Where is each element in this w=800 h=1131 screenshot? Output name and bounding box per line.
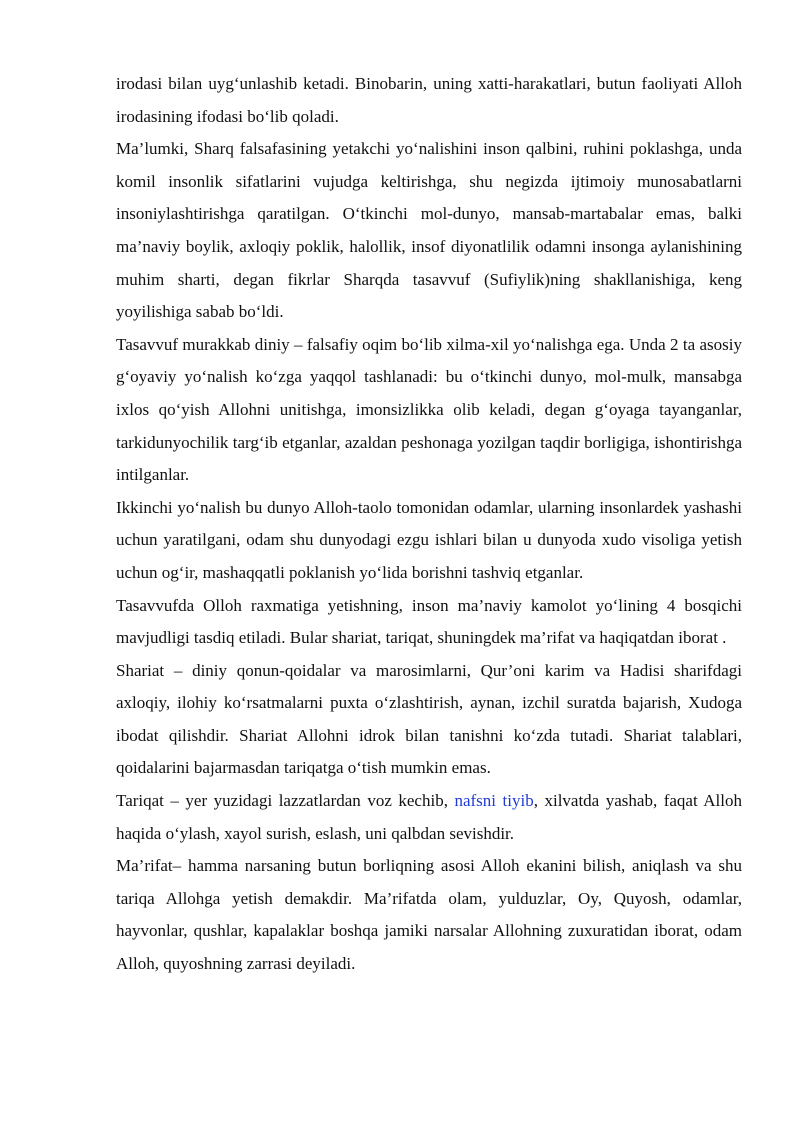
hyperlink[interactable]: nafsni tiyib <box>454 791 534 811</box>
document-page <box>116 68 742 981</box>
paragraph: Tasavvuf murakkab diniy – falsafiy oqim bo‘lib xilma-xil yo‘nalishga ega. Unda 2 ta asosiy g‘oyaviy yo‘nalish ko‘zga yaqqol tashlanadi: bu o‘tkinchi dunyo, mol-mulk, mansabga ixlos qo‘yish Allohni unitishga, imonsizlikka olib keladi, degan g‘oyaga tayanganlar, tarkidunyochilik targ‘ib etganlar, azaldan peshonaga yozilgan taqdir borligiga, ishontirishga intilganlar. <box>116 334 742 485</box>
paragraph: irodasi bilan uyg‘unlashib ketadi. Binobarin, uning xatti-harakatlari, butun faoliyati Alloh irodasining ifodasi bo‘lib qoladi. <box>116 74 742 126</box>
paragraph: Ma’lumki, Sharq falsafasining yetakchi yo‘nalishini inson qalbini, ruhini poklashga, unda komil insonlik sifatlarini vujudga keltirishga, shu negizda ijtimoiy munosabatlarni insoniylashtirishga qaratilgan. O‘tkinchi mol-dunyo, mansab-martabalar emas, balki ma’naviy boylik, axloqiy poklik, halollik, insof diyonatlilik odamni insonga aylanishining muhim sharti, degan fikrlar Sharqda tasavvuf (Sufiylik)ning shakllanishiga, keng yoyilishiga sabab bo‘ldi. <box>116 139 742 322</box>
paragraph: Ma’rifat– hamma narsaning butun borliqning asosi Alloh ekanini bilish, aniqlash va shu tariqa Allohga yetish demakdir. Ma’rifatda olam, yulduzlar, Oy, Quyosh, odamlar, hayvonlar, qushlar, kapalaklar boshqa jamiki narsalar Allohning zuxuratidan iborat, odam Alloh, quyoshning zarrasi deyiladi. <box>116 856 742 974</box>
paragraph: Ikkinchi yo‘nalish bu dunyo Alloh-taolo tomonidan odamlar, ularning insonlardek yashashi uchun yaratilgani, odam shu dunyodagi ezgu ishlari bilan u dunyoda xudo visoliga yetish uchun og‘ir, mashaqqatli poklanish yo‘lida borishni tashviq etganlar. <box>116 497 742 582</box>
paragraph-text: Tariqat – yer yuzidagi lazzatlardan voz kechib, <box>116 791 455 811</box>
paragraph: Shariat – diniy qonun-qoidalar va marosimlarni, Qur’oni karim va Hadisi sharifdagi axloqiy, ilohiy ko‘rsatmalarni puxta o‘zlashtirish, aynan, izchil suratda bajarish, Xudoga ibodat qilishdir. Shariat Allohni idrok bilan tanishni ko‘zda tutadi. Shariat talablari, qoidalarini bajarmasdan tariqatga o‘tish mumkin emas. <box>116 660 742 778</box>
paragraph-text: , xilvatda yashab, faqat Alloh haqida o‘ylash, xayol surish, eslash, uni qalbdan sevishdir. <box>116 791 742 843</box>
paragraph: Tasavvufda Olloh raxmatiga yetishning, inson ma’naviy kamolot yo‘lining 4 bosqichi mavjudligi tasdiq etiladi. Bular shariat, tariqat, shuningdek ma’rifat va haqiqatdan iborat . <box>116 595 742 648</box>
paragraph-with-link <box>116 785 742 850</box>
